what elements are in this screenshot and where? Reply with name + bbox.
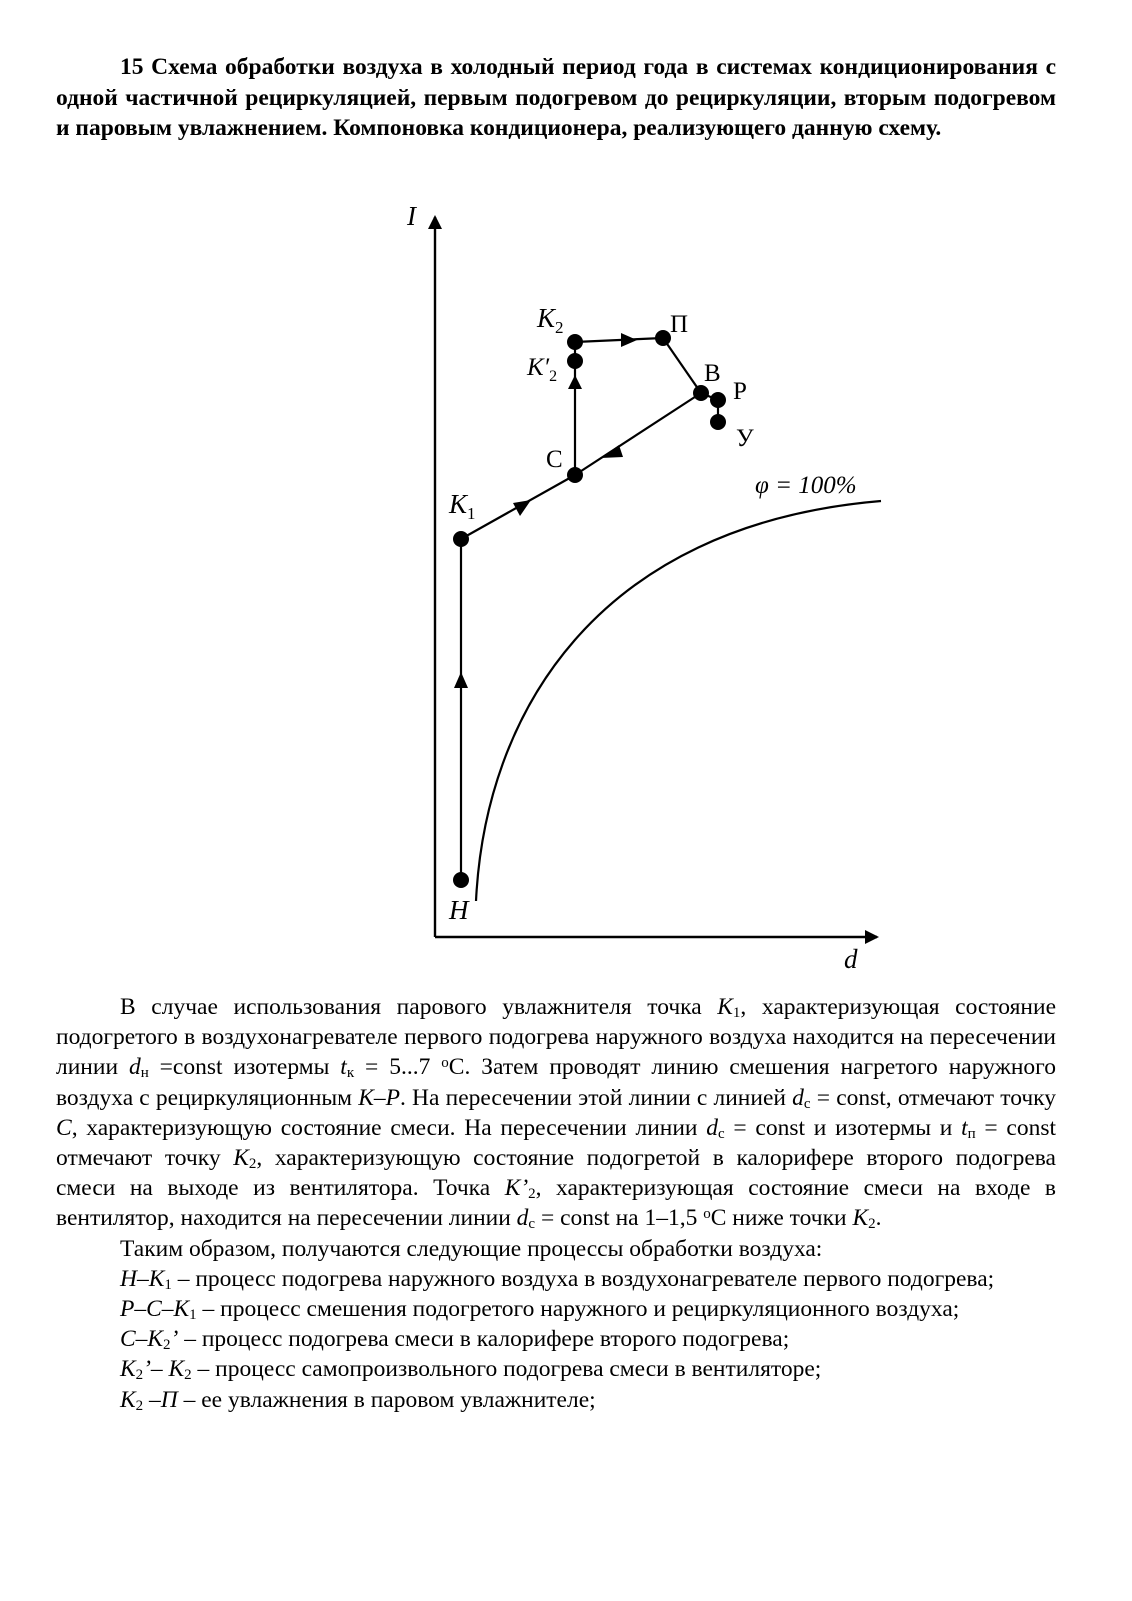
process-item: $К_2’-$ $К_2$ – процесс самопроизвольного подогрева смеси в вентиляторе; — [120, 1356, 822, 1384]
section-heading — [56, 52, 1056, 144]
arrow-k2-p — [621, 333, 637, 347]
id-diagram-svg — [395, 175, 905, 975]
label-k2: $К_2$ — [537, 303, 564, 337]
point-b — [693, 385, 709, 401]
label-b: В — [704, 360, 721, 387]
label-r: Р — [733, 378, 747, 405]
label-k2p: $К'_2$ — [527, 354, 558, 385]
d-axis-label: d — [844, 944, 858, 974]
point-k2 — [567, 334, 583, 350]
paragraph-1: В случае использования парового увлажнителя точка $К_1$, характеризующая состояние подогретого в воздухонагревателе первого подогрева наружного воздуха находится на пересечении линии $d_н$ =const изотермы $t_к = 5...7$ $^о$С. Затем проводят линию смешения нагретого наружного воздуха с рециркуляционным К–Р. На пересечении этой линии с линией $d_с$ = const, отмечают точку С, характеризующую состояние смеси. На пересечении линии $d_с$ = const и изотермы и $t_п$ = const отмечают точку $К_2$, характеризующую состояние подогретой в калорифере второго подогрева смеси на выходе из вентилятора. Точка $К’_2$, характеризующая состояние смеси на входе в вентилятор, находится на пересечении линии $d_с$ = const на 1–1,5 $^о$С ниже точки $К_2$. — [56, 994, 1057, 1233]
paragraph-2: Таким образом, получаются следующие процессы обработки воздуха: — [120, 1235, 823, 1262]
label-u: У — [736, 425, 754, 452]
body-text — [56, 992, 1056, 1415]
section-title: Схема обработки воздуха в холодный период года в системах кондиционирования с одной частичной рециркуляцией, первым подогревом до рециркуляции, вторым подогревом и паровым увлажнением. Компоновка кондиционера, реализующего данную схему. — [56, 54, 1056, 141]
process-item: $Н-К_1$ – процесс подогрева наружного воздуха в воздухонагревателе первого подогрева; — [120, 1265, 995, 1293]
point-u — [710, 414, 726, 430]
saturation-curve — [476, 501, 881, 901]
arrow-h-k1 — [454, 672, 468, 688]
label-k1: $К_1$ — [449, 489, 476, 523]
line-p-b — [663, 338, 701, 393]
process-item: $Р-С-К_1$ – процесс смешения подогретого наружного и рециркуляционного воздуха; — [120, 1296, 960, 1324]
point-k2p — [567, 353, 583, 369]
process-item: $С-К_2$’ – процесс подогрева смеси в калорифере второго подогрева; — [120, 1326, 790, 1354]
point-r — [710, 392, 726, 408]
process-item: $К_2$ –П – ее увлажнения в паровом увлажнителе; — [120, 1386, 596, 1414]
point-h — [453, 872, 469, 888]
i-axis-label: I — [407, 201, 416, 231]
arrow-c-k2p — [568, 375, 582, 389]
id-diagram — [395, 175, 905, 975]
line-k2-p — [575, 338, 663, 342]
point-p — [655, 330, 671, 346]
saturation-curve-label: φ = 100% — [755, 472, 857, 499]
arrow-k1-c — [513, 500, 531, 516]
line-c-b — [575, 393, 701, 475]
label-c: С — [546, 446, 563, 473]
point-c — [567, 467, 583, 483]
point-k1 — [453, 531, 469, 547]
section-number: 15 — [120, 54, 144, 80]
label-h: Н — [449, 895, 469, 925]
label-p: П — [670, 311, 689, 338]
